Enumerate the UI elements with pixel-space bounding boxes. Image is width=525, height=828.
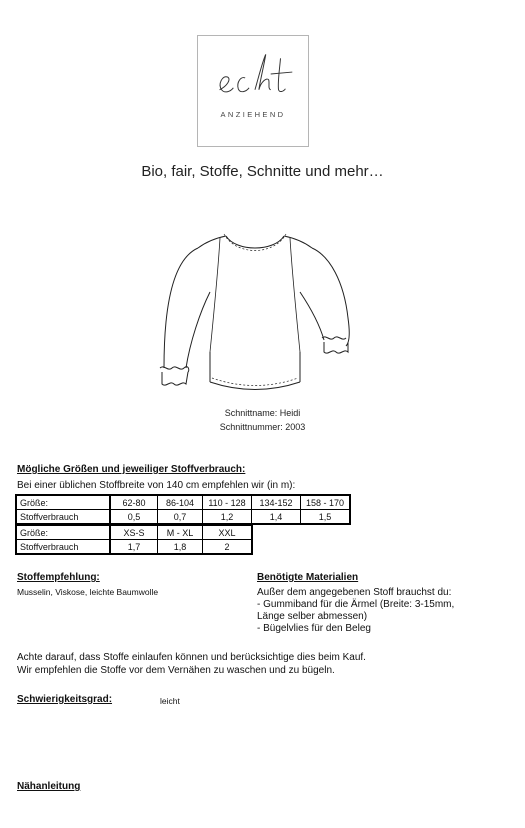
note-line: Wir empfehlen die Stoffe vor dem Vernähen zu waschen und zu bügeln. [17, 665, 335, 676]
materials-heading: Benötigte Materialien [257, 572, 359, 583]
size-cell: XS-S [110, 526, 158, 540]
logo-subtitle: ANZIEHEND [220, 110, 286, 119]
size-cell: 110 - 128 [203, 495, 252, 510]
difficulty-value: leicht [160, 696, 180, 706]
sizes-intro: Bei einer üblichen Stoffbreite von 140 cm empfehlen wir (in m): [17, 480, 296, 491]
pattern-name: Schnittname: Heidi [224, 408, 301, 418]
difficulty-heading: Schwierigkeitsgrad: [17, 694, 113, 705]
usage-cell: 1,5 [301, 510, 351, 525]
fabric-heading: Stoffempfehlung: [17, 572, 100, 583]
tagline: Bio, fair, Stoffe, Schnitte und mehr… [141, 163, 384, 180]
size-label: Größe: [16, 495, 110, 510]
instructions-heading: Nähanleitung [17, 781, 81, 792]
size-cell: 86-104 [158, 495, 203, 510]
size-label: Größe: [16, 526, 110, 540]
pattern-number: Schnittnummer: 2003 [219, 422, 306, 432]
size-cell: 134-152 [252, 495, 301, 510]
materials-line: Außer dem angegebenen Stoff brauchst du: [257, 587, 452, 598]
size-table-2 [15, 525, 253, 555]
usage-label: Stoffverbrauch [16, 540, 110, 555]
sizes-heading: Mögliche Größen und jeweiliger Stoffverbrauch: [17, 464, 246, 475]
usage-cell: 1,4 [252, 510, 301, 525]
materials-line: Länge selber abmessen) [257, 611, 368, 622]
size-table-1 [15, 494, 351, 525]
usage-label: Stoffverbrauch [16, 510, 110, 525]
materials-line: - Bügelvlies für den Beleg [257, 623, 371, 634]
size-cell: M - XL [158, 526, 203, 540]
usage-cell: 0,7 [158, 510, 203, 525]
note-line: Achte darauf, dass Stoffe einlaufen können und berücksichtige dies beim Kauf. [17, 652, 366, 663]
usage-cell: 1,2 [203, 510, 252, 525]
usage-cell: 1,8 [158, 540, 203, 555]
usage-cell: 1,7 [110, 540, 158, 555]
logo-script-wordmark [198, 46, 308, 106]
table-row [16, 526, 252, 540]
fabric-text: Musselin, Viskose, leichte Baumwolle [17, 587, 159, 597]
table-row [16, 495, 350, 510]
size-cell: XXL [203, 526, 253, 540]
usage-cell: 0,5 [110, 510, 158, 525]
garment-illustration [150, 222, 360, 402]
materials-line: - Gummiband für die Ärmel (Breite: 3-15mm, [257, 599, 455, 610]
usage-cell: 2 [203, 540, 253, 555]
size-cell: 62-80 [110, 495, 158, 510]
table-row [16, 510, 350, 525]
size-cell: 158 - 170 [301, 495, 351, 510]
table-row [16, 540, 252, 555]
logo [197, 35, 309, 147]
